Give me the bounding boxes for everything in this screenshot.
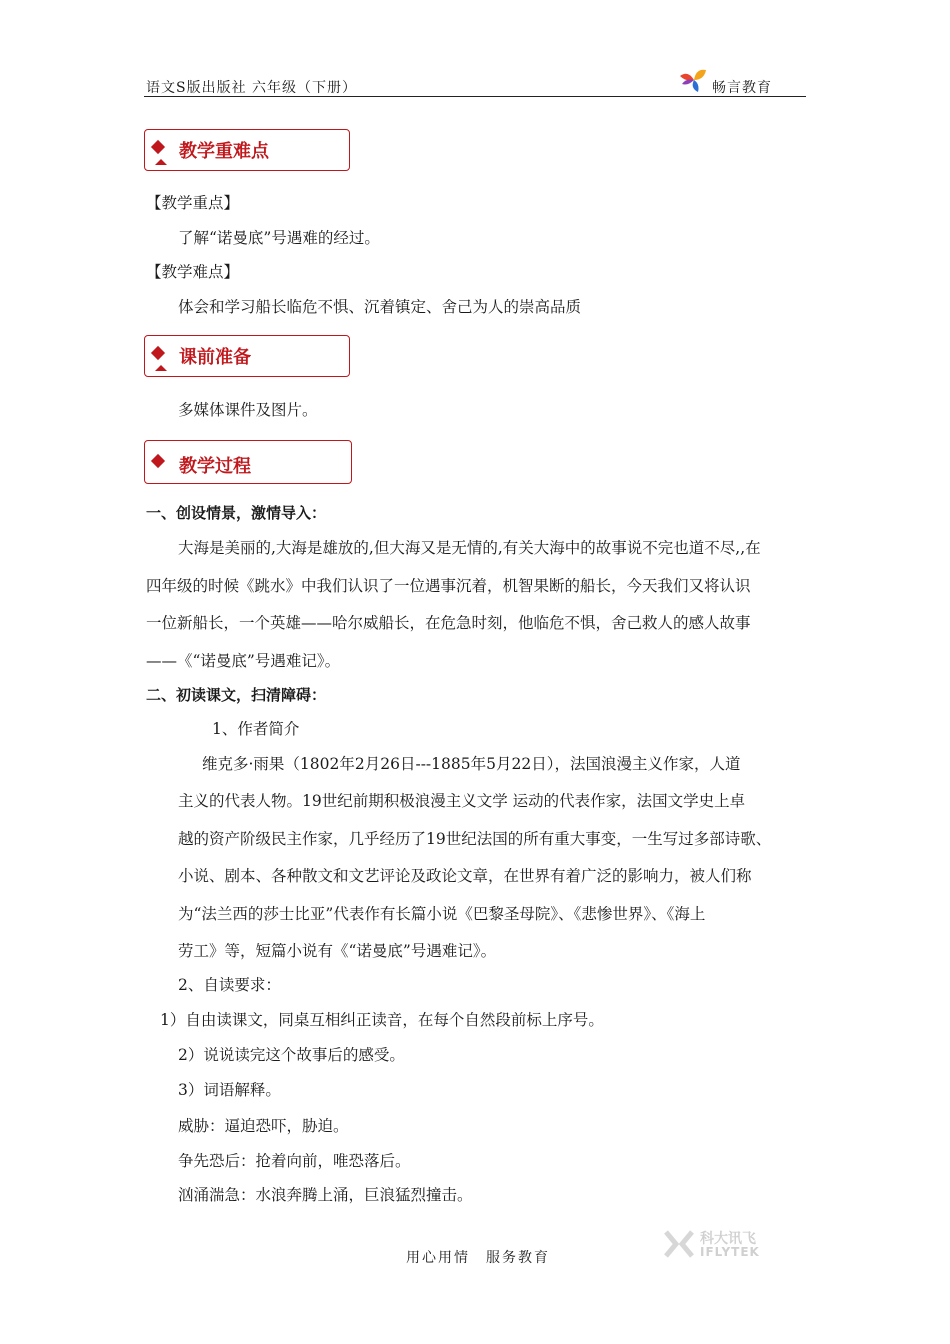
difficulty-label: 【教学难点】	[146, 263, 240, 281]
part1-line: 四年级的时候《跳水》中我们认识了一位遇事沉着，机智果断的船长，今天我们又将认识	[146, 577, 751, 595]
section-title: 课前准备	[179, 347, 251, 368]
self-read-heading: 2、自读要求：	[178, 976, 281, 994]
requirement-item: 3）词语解释。	[178, 1081, 281, 1099]
part1-line: 大海是美丽的,大海是雄放的,但大海又是无情的,有关大海中的故事说不完也道不尽,,在	[178, 539, 761, 557]
diamond-icon	[151, 454, 165, 468]
section-key-points	[144, 129, 350, 171]
triangle-icon	[155, 159, 167, 165]
preparation-text: 多媒体课件及图片。	[178, 401, 318, 419]
changyan-logo-icon	[678, 66, 710, 94]
vocab-item: 汹涌湍急：水浪奔腾上涌，巨浪猛烈撞击。	[178, 1186, 473, 1204]
header-brand: 畅言教育	[712, 80, 772, 96]
part2-heading: 二、初读课文，扫清障碍：	[146, 686, 327, 704]
diamond-icon	[151, 140, 165, 154]
part1-line: ——《“诺曼底”号遇难记》。	[146, 652, 341, 670]
section-title: 教学重难点	[179, 141, 269, 162]
author-heading: 1、作者简介	[212, 720, 300, 738]
vocab-item: 威胁：逼迫恐吓，胁迫。	[178, 1117, 349, 1135]
part1-heading: 一、创设情景，激情导入：	[146, 504, 327, 522]
author-line: 主义的代表人物。19世纪前期积极浪漫主义文学 运动的代表作家，法国文学史上卓	[178, 792, 746, 810]
vocab-item: 争先恐后：抢着向前，唯恐落后。	[178, 1152, 411, 1170]
requirement-item: 2）说说读完这个故事后的感受。	[178, 1046, 405, 1064]
watermark-en: IFLYTEK	[700, 1245, 760, 1259]
author-line: 维克多·雨果（1802年2月26日---1885年5月22日），法国浪漫主义作家，人道	[202, 755, 741, 773]
part1-line: 一位新船长，一个英雄——哈尔威船长，在危急时刻，他临危不惧，舍己救人的感人故事	[146, 614, 751, 632]
iflytek-logo-icon	[662, 1228, 696, 1260]
section-title: 教学过程	[179, 456, 251, 477]
author-line: 为“法兰西的莎士比亚”代表作有长篇小说《巴黎圣母院》、《悲惨世界》、《海上	[178, 905, 706, 923]
triangle-icon	[155, 365, 167, 371]
difficulty-text: 体会和学习船长临危不惧、沉着镇定、舍己为人的崇高品质	[178, 298, 582, 316]
diamond-icon	[151, 346, 165, 360]
focus-text: 了解“诺曼底”号遇难的经过。	[178, 229, 380, 247]
author-line: 越的资产阶级民主作家，几乎经历了19世纪法国的所有重大事变，一生写过多部诗歌、	[178, 830, 772, 848]
iflytek-watermark	[662, 1228, 772, 1260]
author-line: 劳工》等，短篇小说有《“诺曼底”号遇难记》。	[178, 942, 497, 960]
author-line: 小说、剧本、各种散文和文艺评论及政论文章，在世界有着广泛的影响力，被人们称	[178, 867, 752, 885]
focus-label: 【教学重点】	[146, 194, 240, 212]
watermark-cn: 科大讯飞	[700, 1231, 756, 1247]
requirement-item: 1）自由读课文，同桌互相纠正读音，在每个自然段前标上序号。	[160, 1011, 604, 1029]
header-publisher: 语文S版出版社 六年级（下册）	[146, 80, 358, 96]
section-preparation	[144, 335, 350, 377]
section-process	[144, 440, 352, 484]
header-divider	[144, 96, 806, 97]
footer-slogan: 用心用情 服务教育	[406, 1250, 550, 1266]
